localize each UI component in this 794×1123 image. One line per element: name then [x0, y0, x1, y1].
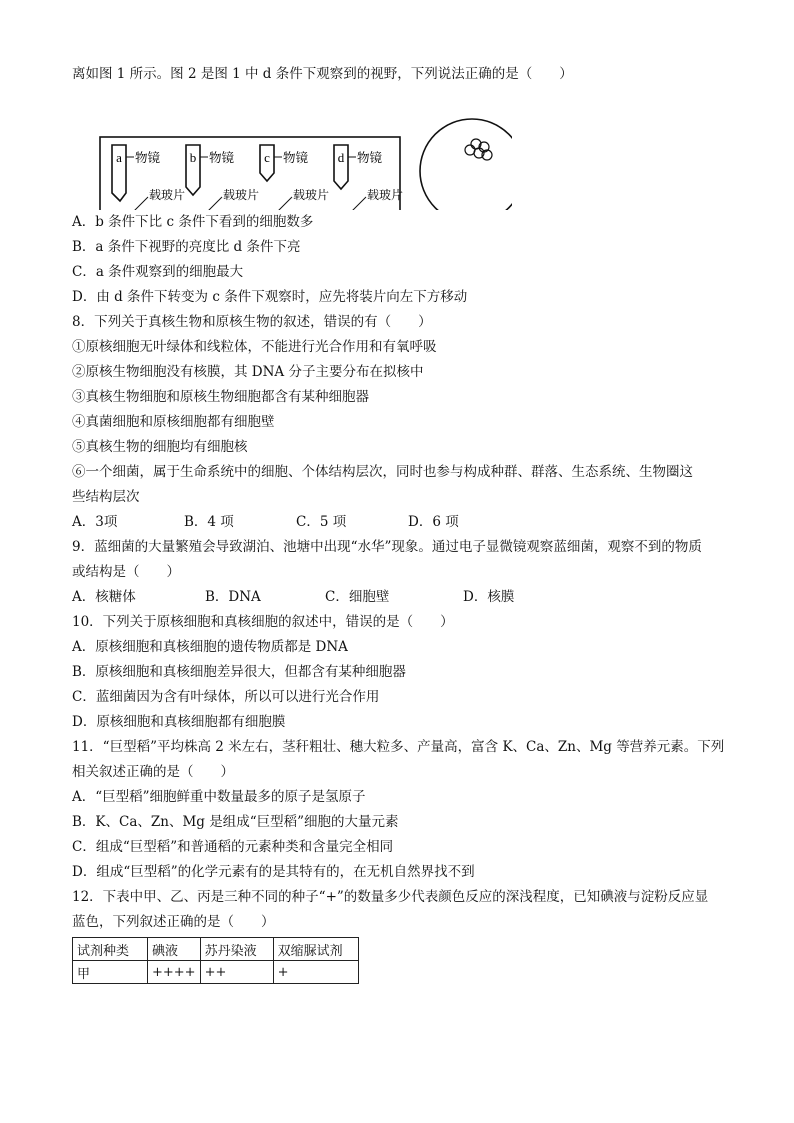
q12-stem-2: 蓝色，下列叙述正确的是（ ） — [72, 914, 275, 930]
q9-option-b: B．DNA — [205, 589, 261, 605]
slide-label-c: 载玻片 — [293, 188, 330, 202]
table-cell: ++++ — [148, 961, 201, 984]
table-header-cell: 双缩脲试剂 — [273, 938, 358, 961]
q11-stem-1: 11．“巨型稻”平均株高 2 米左右，茎秆粗壮、穗大粒多、产量高，富含 K、Ca、Zn、Mg 等营养元素。下列 — [72, 739, 725, 755]
q8-statement-3: ③真核生物细胞和原核生物细胞都含有某种细胞器 — [72, 389, 369, 405]
q9-option-c: C．细胞壁 — [325, 589, 390, 605]
lens-b-label: b — [189, 150, 197, 165]
q8-option-a: A．3项 — [72, 514, 118, 530]
q11-option-d: D．组成“巨型稻”的化学元素有的是其特有的，在无机自然界找不到 — [72, 864, 475, 880]
q11-option-a: A．“巨型稻”细胞鲜重中数量最多的原子是氢原子 — [72, 789, 366, 805]
q8-option-c: C．5 项 — [296, 514, 347, 530]
table-header-cell: 碘液 — [148, 938, 201, 961]
q10-option-c: C．蓝细菌因为含有叶绿体，所以可以进行光合作用 — [72, 689, 380, 705]
q11-stem-2: 相关叙述正确的是（ ） — [72, 764, 234, 780]
q9-option-d: D．核膜 — [463, 589, 515, 605]
q8-option-d: D．6 项 — [408, 514, 459, 530]
slide-label-a: 载玻片 — [149, 188, 186, 202]
q12-stem-1: 12．下表中甲、乙、丙是三种不同的种子“+”的数量多少代表颜色反应的深浅程度，已知碘液与淀粉反应显 — [72, 889, 709, 905]
field-of-view — [420, 119, 512, 210]
table-header-row — [73, 938, 359, 961]
q11-option-b: B．K、Ca、Zn、Mg 是组成“巨型稻”细胞的大量元素 — [72, 814, 399, 830]
table-header-cell: 试剂种类 — [73, 938, 148, 961]
q8-option-b: B．4 项 — [184, 514, 234, 530]
q11-option-c: C．组成“巨型稻”和普通稻的元素种类和含量完全相同 — [72, 839, 394, 855]
table-header-cell: 苏丹染液 — [200, 938, 273, 961]
table-cell: ++ — [200, 961, 273, 984]
q9-stem-1: 9．蓝细菌的大量繁殖会导致湖泊、池塘中出现“水华”现象。通过电子显微镜观察蓝细菌，观察不到的物质 — [72, 539, 702, 555]
cell-cluster — [465, 139, 492, 160]
reagent-table — [72, 937, 359, 984]
slide-label-d: 载玻片 — [367, 188, 404, 202]
q8-options — [72, 510, 732, 535]
lens-a-label: a — [116, 150, 122, 165]
q7-option-d: D．由 d 条件下转变为 c 条件下观察时，应先将装片向左下方移动 — [72, 289, 468, 305]
q9-option-a: A．核糖体 — [72, 589, 136, 605]
q10-option-d: D．原核细胞和真核细胞都有细胞膜 — [72, 714, 286, 730]
objective-label-b: 物镜 — [209, 151, 235, 165]
lens-d-label: d — [337, 150, 345, 165]
objective-label-c: 物镜 — [283, 151, 309, 165]
q8-statement-2: ②原核生物细胞没有核膜，其 DNA 分子主要分布在拟核中 — [72, 364, 424, 380]
table-cell: 甲 — [73, 961, 148, 984]
q9-options — [72, 585, 732, 610]
q8-statement-1: ①原核细胞无叶绿体和线粒体，不能进行光合作用和有氧呼吸 — [72, 339, 437, 355]
microscope-figure — [72, 87, 732, 210]
table-cell: + — [273, 961, 358, 984]
q8-statement-5: ⑤真核生物的细胞均有细胞核 — [72, 439, 248, 455]
q9-stem-2: 或结构是（ ） — [72, 564, 180, 580]
q8-statement-6: ⑥一个细菌，属于生命系统中的细胞、个体结构层次，同时也参与构成种群、群落、生态系统、生物圈这 — [72, 464, 693, 480]
objective-label-d: 物镜 — [357, 151, 383, 165]
exam-page — [72, 62, 732, 984]
slide-label-b: 载玻片 — [223, 188, 260, 202]
microscope-figure-svg — [72, 87, 512, 210]
table-row — [73, 961, 359, 984]
q8-statement-4: ④真菌细胞和原核细胞都有细胞壁 — [72, 414, 275, 430]
objective-label-a: 物镜 — [135, 151, 161, 165]
q7-option-c: C．a 条件观察到的细胞最大 — [72, 264, 244, 280]
question-7-stem-tail: 离如图 1 所示。图 2 是图 1 中 d 条件下观察到的视野，下列说法正确的是（ ） — [72, 66, 573, 82]
q10-option-b: B．原核细胞和真核细胞差异很大，但都含有某种细胞器 — [72, 664, 406, 680]
q8-statement-6-cont: 些结构层次 — [72, 489, 140, 505]
q7-option-b: B．a 条件下视野的亮度比 d 条件下亮 — [72, 239, 301, 255]
q10-option-a: A．原核细胞和真核细胞的遗传物质都是 DNA — [72, 639, 348, 655]
q8-stem: 8．下列关于真核生物和原核生物的叙述，错误的有（ ） — [72, 314, 432, 330]
q7-option-a: A．b 条件下比 c 条件下看到的细胞数多 — [72, 214, 314, 230]
q10-stem: 10．下列关于原核细胞和真核细胞的叙述中，错误的是（ ） — [72, 614, 454, 630]
lens-c-label: c — [264, 150, 270, 165]
